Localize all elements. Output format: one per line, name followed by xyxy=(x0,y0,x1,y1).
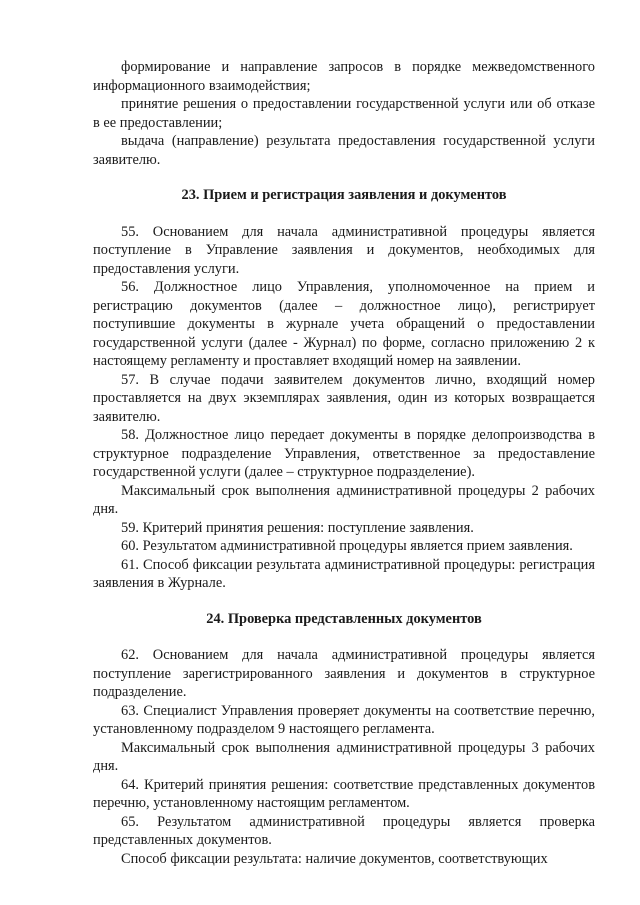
intro-paragraph-3: выдача (направление) результата предоставления государственной услуги заявителю. xyxy=(93,133,595,168)
paragraph-62: 62. Основанием для начала административной процедуры является поступление зарегистрированного заявления и документов в структурное подразделение. xyxy=(93,647,595,700)
paragraph-63: 63. Специалист Управления проверяет документы на соответствие перечню, установленному подразделом 9 настоящего регламента. xyxy=(93,702,595,737)
paragraph-57: 57. В случае подачи заявителем документов лично, входящий номер проставляется на двух экземплярах заявления, один из которых возвращается заявителю. xyxy=(93,371,595,425)
paragraph-65-fixation: Способ фиксации результата: наличие документов, соответствующих xyxy=(121,850,548,867)
paragraph-64: 64. Критерий принятия решения: соответствие представленных документов перечню, установленному настоящим регламентом. xyxy=(93,776,595,811)
paragraph-60: 60. Результатом административной процедуры является прием заявления. xyxy=(121,538,573,554)
document-page xyxy=(93,58,595,868)
paragraph-58: 58. Должностное лицо передает документы в порядке делопроизводства в структурное подразделение Управления, ответственное за предоставление государственной услуги (далее – структурное подразделение). xyxy=(93,427,595,480)
paragraph-65: 65. Результатом административной процедуры является проверка представленных документов. xyxy=(93,813,595,848)
section-23-heading: 23. Прием и регистрация заявления и документов xyxy=(181,187,507,203)
intro-paragraph-1: формирование и направление запросов в порядке межведомственного информационного взаимодействия; xyxy=(93,59,595,94)
paragraph-58-deadline: Максимальный срок выполнения административной процедуры 2 рабочих дня. xyxy=(93,482,595,517)
paragraph-63-deadline: Максимальный срок выполнения административной процедуры 3 рабочих дня. xyxy=(93,739,595,774)
section-24-heading: 24. Проверка представленных документов xyxy=(206,610,482,627)
intro-paragraph-2: принятие решения о предоставлении государственной услуги или об отказе в ее предоставлении; xyxy=(93,96,595,131)
paragraph-55: 55. Основанием для начала административной процедуры является поступление в Управление заявления и документов, необходимых для предоставления услуги. xyxy=(93,223,595,277)
paragraph-61: 61. Способ фиксации результата административной процедуры: регистрация заявления в Журнале. xyxy=(93,556,595,591)
paragraph-56: 56. Должностное лицо Управления, уполномоченное на прием и регистрацию документов (далее – должностное лицо), регистрирует поступившие документы в журнале учета обращений о предоставлении государственной услуги (далее - Журнал) по форме, согласно приложению 2 к настоящему регламенту и проставляет входящий номер на заявлении. xyxy=(93,279,595,369)
paragraph-59: 59. Критерий принятия решения: поступление заявления. xyxy=(121,519,474,536)
